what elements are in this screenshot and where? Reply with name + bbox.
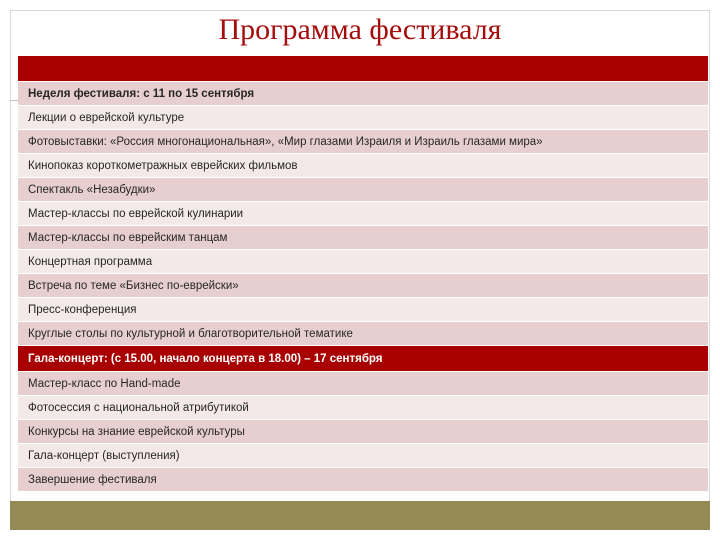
table-row: Концертная программа [18, 250, 708, 274]
footer-bar [10, 501, 710, 530]
table-row: Мастер-классы по еврейским танцам [18, 226, 708, 250]
program-table [18, 56, 708, 492]
table-row: Гала-концерт (выступления) [18, 444, 708, 468]
table-row: Мастер-классы по еврейской кулинарии [18, 202, 708, 226]
table-header-bar [18, 56, 708, 82]
table-row: Конкурсы на знание еврейской культуры [18, 420, 708, 444]
table-row: Встреча по теме «Бизнес по-еврейски» [18, 274, 708, 298]
table-row: Спектакль «Незабудки» [18, 178, 708, 202]
table-row: Пресс-конференция [18, 298, 708, 322]
table-row: Фотовыставки: «Россия многонациональная», «Мир глазами Израиля и Израиль глазами мира» [18, 130, 708, 154]
table-row: Лекции о еврейской культуре [18, 106, 708, 130]
table-row: Круглые столы по культурной и благотворительной тематике [18, 322, 708, 346]
table-row-gala-header: Гала-концерт: (с 15.00, начало концерта в 18.00) – 17 сентября [18, 346, 708, 372]
table-row-week-header: Неделя фестиваля: с 11 по 15 сентября [18, 82, 708, 106]
table-row: Фотосессия с национальной атрибутикой [18, 396, 708, 420]
table-row: Кинопоказ короткометражных еврейских фильмов [18, 154, 708, 178]
page-title: Программа фестиваля [218, 13, 502, 46]
table-row: Завершение фестиваля [18, 468, 708, 492]
table-row: Мастер-класс по Hand-made [18, 372, 708, 396]
